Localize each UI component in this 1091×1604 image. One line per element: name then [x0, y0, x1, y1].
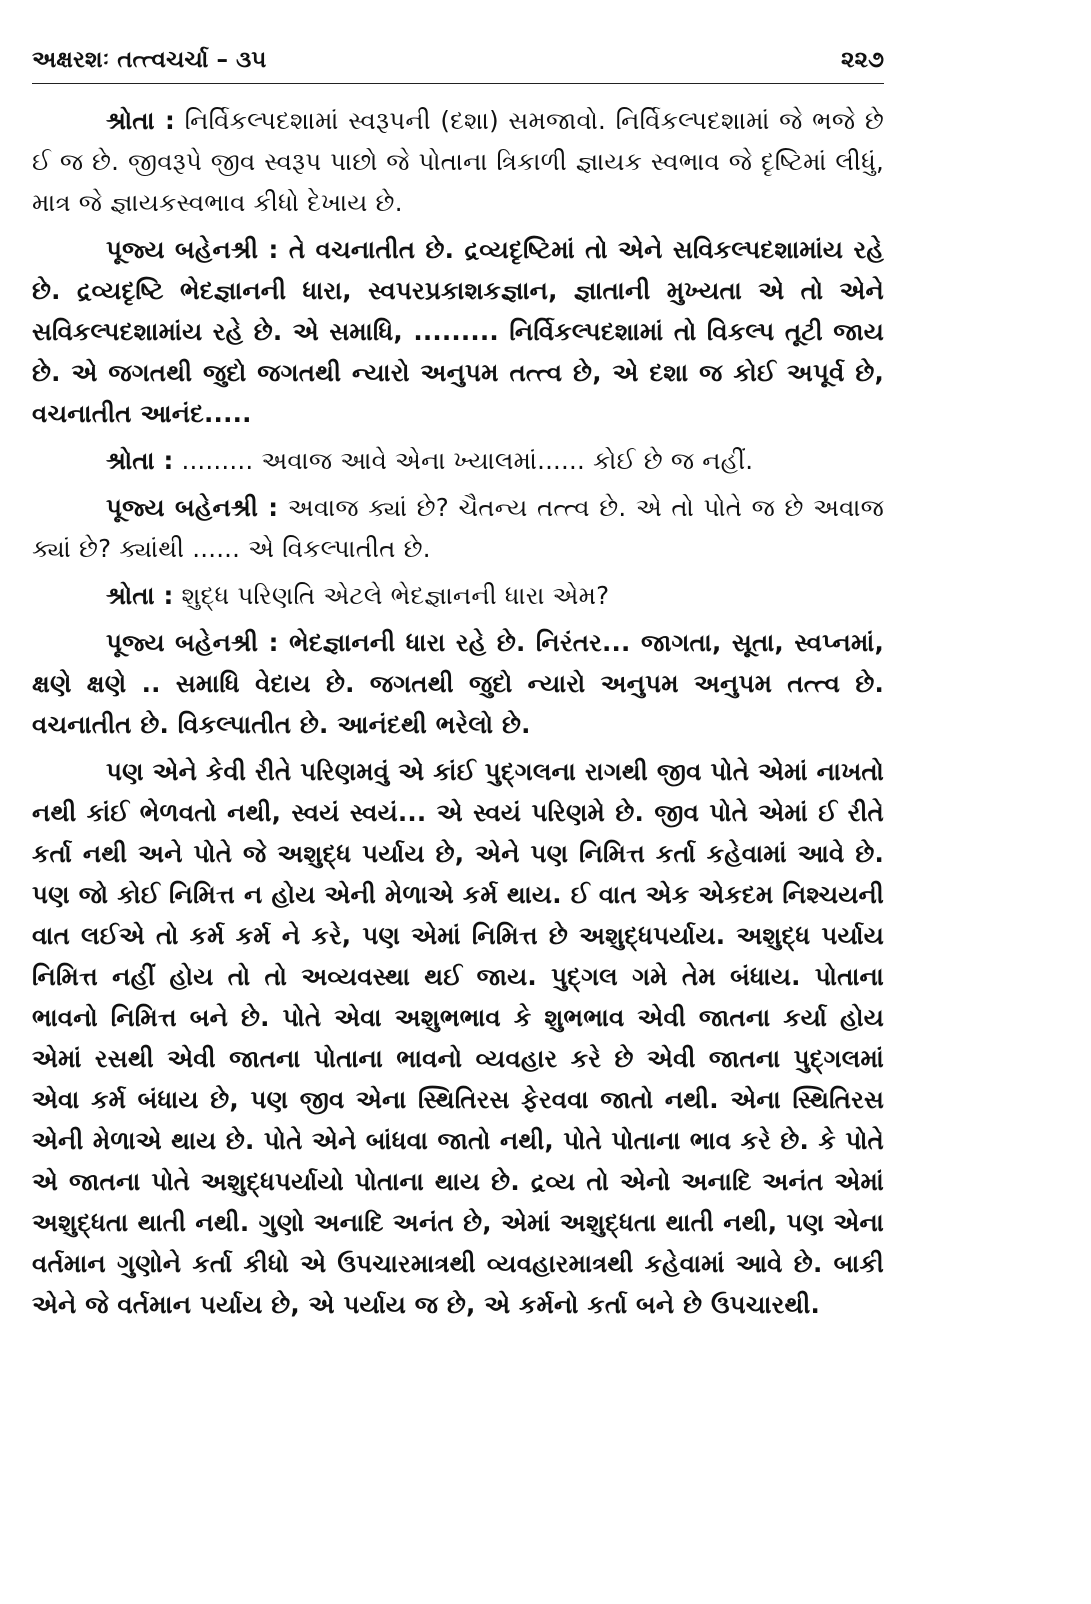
- paragraph-text: પણ એને કેવી રીતે પરિણમવું એ કાંઈ પુદ્ગલના રાગથી જીવ પોતે એમાં નાખતો નથી કાંઈ ભેળવતો નથી, સ્વયં સ્વયં... એ સ્વયં પરિણમે છે. જીવ પોતે એમાં ઈ રીતે કર્તા નથી અને પોતે જે અશુદ્ધ પર્યાય છે, એને પણ નિમિત્ત કર્તા કહેવામાં આવે છે. પણ જો કોઈ નિમિત્ત ન હોય એની મેળાએ કર્મ થાય. ઈ વાત એક એકદમ નિશ્ચયની વાત લઈએ તો કર્મ કર્મ ને કરે, પણ એમાં નિમિત્ત છે અશુદ્ધપર્યાય. અશુદ્ધ પર્યાય નિમિત્ત નહીં હોય તો તો અવ્યવસ્થા થઈ જાય. પુદ્ગલ ગમે તેમ બંધાય. પોતાના ભાવનો નિમિત્ત બને છે. પોતે એવા અશુભભાવ કે શુભભાવ એવી જાતના કર્યા હોય એમાં રસથી એવી જાતના પોતાના ભાવનો વ્યવહાર કરે છે એવી જાતના પુદ્ગલમાં એવા કર્મ બંધાય છે, પણ જીવ એના સ્થિતિરસ ફેરવવા જાતો નથી. એના સ્થિતિરસ એની મેળાએ થાય છે. પોતે એને બાંધવા જાતો નથી, પોતે પોતાના ભાવ કરે છે. કે પોતે એ જાતના પોતે અશુદ્ધપર્યાયો પોતાના થાય છે. દ્રવ્ય તો એનો અનાદિ અનંત એમાં અશુદ્ધતા થાતી નથી. ગુણો અનાદિ અનંત છે, એમાં અશુદ્ધતા થાતી નથી, પણ એના વર્તમાન ગુણોને કર્તા કીધો એ ઉપચારમાત્રથી વ્યવહારમાત્રથી કહેવામાં આવે છે. બાકી એને જે વર્તમાન પર્યાય છે, એ પર્યાય જ છે, એ કર્મનો કર્તા બને છે ઉપચારથી.: [32, 757, 884, 1319]
- running-header: [32, 44, 884, 84]
- paragraph-text: તે વચનાતીત છે. દ્રવ્યદૃષ્ટિમાં તો એને સવિકલ્પદશામાંય રહે છે. દ્રવ્યદૃષ્ટિ ભેદજ્ઞાનની ધારા, સ્વપરપ્રકાશકજ્ઞાન, જ્ઞાતાની મુખ્યતા એ તો એને સવિકલ્પદશામાંય રહે છે. એ સમાધિ, ......... નિર્વિકલ્પદશામાં તો વિકલ્પ તૂટી જાય છે. એ જગતથી જુદો જગતથી ન્યારો અનુપમ તત્ત્વ છે, એ દશા જ કોઈ અપૂર્વ છે, વચનાતીત આનંદ.....: [32, 235, 884, 428]
- paragraph-bahenshri-2: [32, 487, 884, 569]
- speaker-label: શ્રોતા :: [106, 446, 174, 475]
- speaker-label: શ્રોતા :: [106, 581, 174, 610]
- paragraph-shrota-2: [32, 440, 884, 481]
- running-header-title: અક્ષરશઃ તત્ત્વચર્ચા – ૩૫: [32, 47, 267, 73]
- page-number: ૨૨૭: [841, 47, 884, 73]
- paragraph-text: નિર્વિકલ્પદશામાં સ્વરૂપની (દશા) સમજાવો. નિર્વિકલ્પદશામાં જે ભજે છે ઈ જ છે. જીવરૂપે જીવ સ્વરૂપ પાછો જે પોતાના ત્રિકાળી જ્ઞાયક સ્વભાવ જે દૃષ્ટિમાં લીધું, માત્ર જે જ્ઞાયકસ્વભાવ કીધો દેખાય છે.: [32, 106, 884, 217]
- paragraph-bahenshri-3: [32, 622, 884, 745]
- header-rule: [32, 83, 884, 84]
- paragraph-bahenshri-1: [32, 229, 884, 434]
- page-body: [32, 100, 884, 1331]
- speaker-label: પૂજ્ય બહેનશ્રી :: [106, 628, 279, 657]
- speaker-label: પૂજ્ય બહેનશ્રી :: [106, 493, 279, 522]
- speaker-label: પૂજ્ય બહેનશ્રી :: [106, 235, 279, 264]
- paragraph-text: શુદ્ધ પરિણતિ એટલે ભેદજ્ઞાનની ધારા એમ?: [173, 581, 610, 610]
- paragraph-text: ......... અવાજ આવે એના ખ્યાલમાં...... કોઈ છે જ નહીં.: [173, 446, 754, 475]
- paragraph-text: ભેદજ્ઞાનની ધારા રહે છે. નિરંતર... જાગતા, સૂતા, સ્વપ્નમાં, ક્ષણે ક્ષણે .. સમાધિ વેદાય છે. જગતથી જુદો ન્યારો અનુપમ અનુપમ તત્ત્વ છે. વચનાતીત છે. વિકલ્પાતીત છે. આનંદથી ભરેલો છે.: [32, 628, 884, 739]
- paragraph-shrota-3: [32, 575, 884, 616]
- paragraph-shrota-1: [32, 100, 884, 223]
- paragraph-continuation: [32, 751, 884, 1325]
- speaker-label: શ્રોતા :: [106, 106, 176, 135]
- paragraph-text: અવાજ ક્યાં છે? ચૈતન્ય તત્ત્વ છે. એ તો પોતે જ છે અવાજ ક્યાં છે? ક્યાંથી ...... એ વિકલ્પાતીત છે.: [32, 493, 885, 563]
